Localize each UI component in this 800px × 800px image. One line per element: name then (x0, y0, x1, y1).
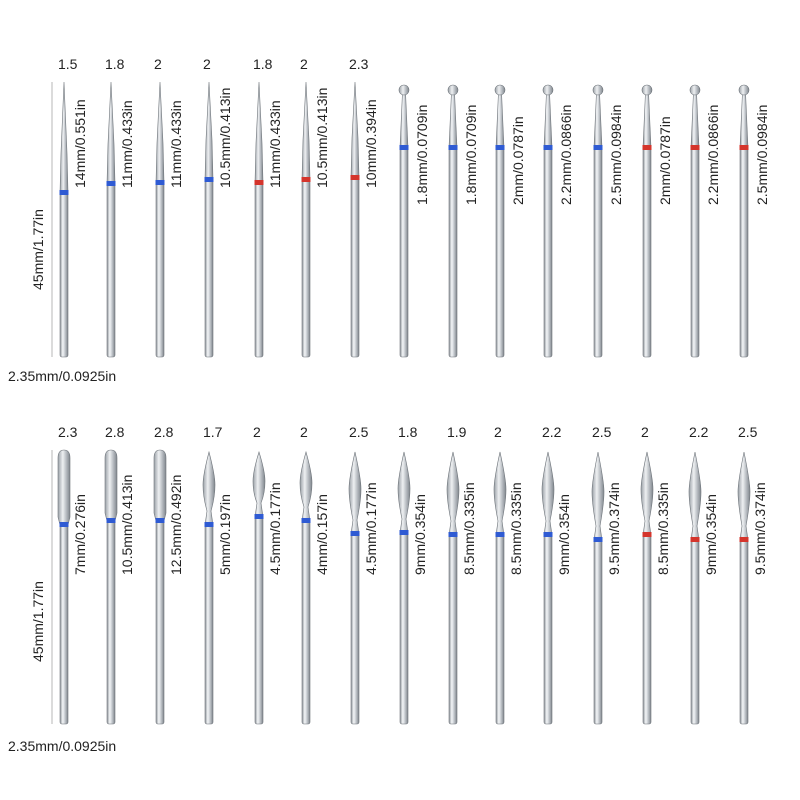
bit-shank (740, 540, 748, 724)
bit-size-label: 11mm/0.433in (168, 100, 184, 188)
bit-color-band (107, 518, 116, 523)
bit-color-band (107, 181, 116, 186)
bit-head-flame (592, 452, 604, 540)
bit-head-flame (738, 452, 750, 540)
bit-size-label: 8.5mm/0.335in (461, 482, 477, 575)
bit-shank (302, 521, 310, 724)
bit-color-band (255, 180, 264, 185)
shank-diameter-label: 2.35mm/0.0925in (8, 738, 117, 754)
bit-size-label: 11mm/0.433in (119, 100, 135, 188)
bit-size-label: 12.5mm/0.492in (168, 474, 184, 575)
bit-shank (351, 178, 359, 357)
bit-head-flame (641, 452, 653, 535)
bit-size-label: 2.2mm/0.0866in (705, 104, 721, 205)
bit-size-label: 2.5mm/0.0984in (754, 104, 770, 205)
bit-color-band (449, 532, 458, 537)
bit-size-label: 2mm/0.0787in (510, 116, 526, 205)
bit-head-needle (351, 82, 359, 178)
bit-shank (107, 184, 115, 357)
bit-color-band (691, 537, 700, 542)
bit-neck (449, 92, 457, 148)
bit-color-band (643, 145, 652, 150)
bit-head-ball (495, 85, 505, 95)
bit-color-band (496, 532, 505, 537)
bit-head-ball (593, 85, 603, 95)
bit-size-label: 2mm/0.0787in (657, 116, 673, 205)
bit-diameter-label: 1.9 (447, 424, 467, 440)
bit-diameter-label: 1.8 (253, 56, 273, 72)
bit-diameter-label: 2.5 (592, 424, 612, 440)
bit-head-ball (642, 85, 652, 95)
bit-shank (107, 521, 115, 724)
bit-neck (691, 92, 699, 148)
bit-diameter-label: 2.8 (154, 424, 174, 440)
bit-size-label: 4mm/0.157in (314, 494, 330, 575)
bit-shank (255, 183, 263, 357)
bit-shank (302, 180, 310, 357)
bit-size-label: 2.2mm/0.0866in (558, 104, 574, 205)
bit-head-needle (107, 82, 115, 184)
bit-size-label: 8.5mm/0.335in (508, 482, 524, 575)
bit-head-needle (60, 82, 68, 193)
bit-head-ball (399, 85, 409, 95)
bit-color-band (400, 145, 409, 150)
bit-diameter-label: 1.7 (203, 424, 223, 440)
bit-color-band (400, 530, 409, 535)
bit-head-needle (205, 82, 213, 180)
length-dimension-label: 45mm/1.77in (30, 209, 46, 290)
bit-head-needle (255, 82, 263, 183)
bit-size-label: 9.5mm/0.374in (752, 482, 768, 575)
bit-size-label: 10.5mm/0.413in (314, 87, 330, 188)
bit-head-ball (690, 85, 700, 95)
bit-color-band (205, 177, 214, 182)
bit-diameter-label: 2.5 (349, 424, 369, 440)
bit-diameter-label: 2 (641, 424, 649, 440)
bit-color-band (594, 537, 603, 542)
bit-color-band (594, 145, 603, 150)
bit-neck (594, 92, 602, 148)
bit-head-cylinder (58, 450, 70, 525)
bit-shank (351, 534, 359, 724)
bit-head-flame (398, 452, 410, 533)
bit-diameter-label: 2 (253, 424, 261, 440)
bit-color-band (255, 514, 264, 519)
bit-shank (60, 525, 68, 724)
bit-color-band (60, 190, 69, 195)
bit-diameter-label: 2.2 (689, 424, 709, 440)
bit-size-label: 14mm/0.551in (72, 99, 88, 188)
bit-size-label: 9mm/0.354in (703, 494, 719, 575)
bit-neck (544, 92, 552, 148)
bit-color-band (156, 180, 165, 185)
bit-neck (496, 92, 504, 148)
bit-diameter-label: 2.3 (349, 56, 369, 72)
bit-color-band (496, 145, 505, 150)
bit-size-label: 9mm/0.354in (556, 494, 572, 575)
bit-head-flame (447, 452, 459, 535)
bit-diameter-label: 2 (494, 424, 502, 440)
bit-size-label: 10.5mm/0.413in (217, 87, 233, 188)
bit-head-flame (349, 452, 361, 534)
bit-shank (449, 148, 457, 357)
bit-size-label: 4.5mm/0.177in (363, 482, 379, 575)
bit-shank (449, 535, 457, 724)
bit-shank (400, 148, 408, 357)
bit-shank (544, 148, 552, 357)
bit-size-label: 7mm/0.276in (72, 494, 88, 575)
bit-neck (400, 92, 408, 148)
bit-shank (740, 148, 748, 357)
bit-shank (205, 180, 213, 357)
bit-color-band (302, 518, 311, 523)
bit-size-label: 5mm/0.197in (217, 494, 233, 575)
bit-color-band (302, 177, 311, 182)
bit-shank (691, 540, 699, 724)
shank-diameter-label: 2.35mm/0.0925in (8, 368, 117, 384)
bit-size-label: 10mm/0.394in (363, 99, 379, 188)
bit-size-label: 8.5mm/0.335in (655, 482, 671, 575)
bit-head-ball (739, 85, 749, 95)
bit-head-ball (448, 85, 458, 95)
bit-neck (740, 92, 748, 148)
bit-color-band (156, 518, 165, 523)
bit-diameter-label: 2.2 (542, 424, 562, 440)
bit-shank (60, 193, 68, 357)
bit-size-label: 11mm/0.433in (267, 100, 283, 188)
bit-diameter-label: 1.5 (58, 56, 78, 72)
bit-shank (205, 525, 213, 724)
bit-head-cylinder (105, 450, 117, 521)
bit-head-needle (302, 82, 310, 180)
bit-diameter-label: 2 (300, 56, 308, 72)
bit-diameter-label: 2 (300, 424, 308, 440)
bit-shank (594, 540, 602, 724)
bit-size-label: 9.5mm/0.374in (606, 482, 622, 575)
bit-shank (496, 535, 504, 724)
bit-size-label: 4.5mm/0.177in (267, 482, 283, 575)
bit-diameter-label: 2 (203, 56, 211, 72)
bit-color-band (643, 532, 652, 537)
bit-shank (691, 148, 699, 357)
bit-size-label: 10.5mm/0.413in (119, 474, 135, 575)
bit-size-label: 2.5mm/0.0984in (608, 104, 624, 205)
bit-color-band (205, 522, 214, 527)
bit-head-needle (156, 82, 164, 183)
bit-shank (643, 148, 651, 357)
bit-color-band (740, 537, 749, 542)
bit-color-band (449, 145, 458, 150)
bit-diameter-label: 1.8 (105, 56, 125, 72)
bit-shank (156, 183, 164, 357)
bit-color-band (351, 531, 360, 536)
bit-shank (594, 148, 602, 357)
bit-size-label: 1.8mm/0.0709in (414, 104, 430, 205)
bit-shank (544, 535, 552, 724)
bit-diameter-label: 2.8 (105, 424, 125, 440)
bit-diameter-label: 2.5 (738, 424, 758, 440)
bit-head-cylinder (154, 450, 166, 521)
bit-head-flame (253, 452, 265, 517)
bit-shank (496, 148, 504, 357)
bit-size-label: 1.8mm/0.0709in (463, 104, 479, 205)
bit-head-flame (689, 452, 701, 540)
bit-head-flame (203, 452, 215, 525)
bit-neck (643, 92, 651, 148)
bit-diameter-label: 2.3 (58, 424, 78, 440)
bit-color-band (691, 145, 700, 150)
bit-color-band (351, 175, 360, 180)
bit-head-flame (542, 452, 554, 535)
bit-head-flame (494, 452, 506, 535)
length-dimension-label: 45mm/1.77in (30, 581, 46, 662)
bit-diameter-label: 2 (154, 56, 162, 72)
bit-color-band (60, 522, 69, 527)
bit-head-ball (543, 85, 553, 95)
bit-head-flame (300, 452, 312, 521)
bit-color-band (740, 145, 749, 150)
bit-shank (400, 533, 408, 724)
bit-shank (255, 517, 263, 724)
bit-shank (643, 535, 651, 724)
bit-shank (156, 521, 164, 724)
bit-diameter-label: 1.8 (398, 424, 418, 440)
bit-color-band (544, 145, 553, 150)
bit-size-label: 9mm/0.354in (412, 494, 428, 575)
bit-color-band (544, 532, 553, 537)
